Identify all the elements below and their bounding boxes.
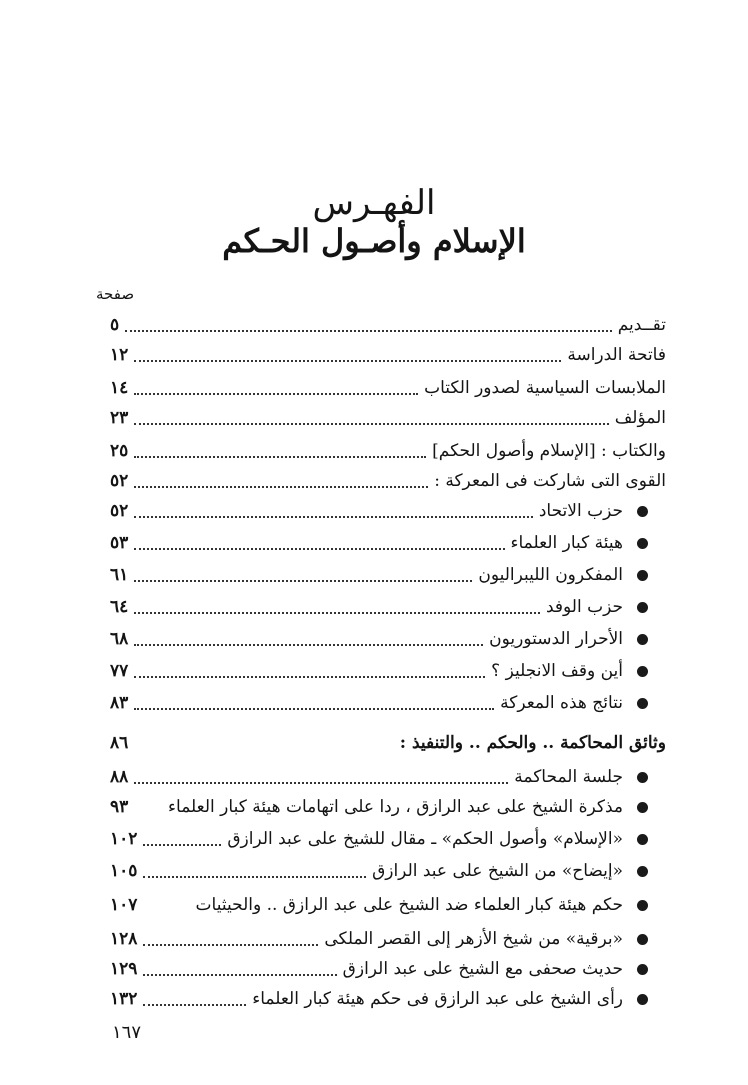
bullet-icon [637,538,648,549]
toc-section-heading [110,728,666,758]
toc-entry-label: حزب الاتحاد [538,501,623,521]
toc-entry-page: ٥ [110,315,120,335]
toc-entry-label: «الإسلام» وأصول الحكم» ـ مقال للشيخ على عبد الرازق [227,829,623,849]
toc-entry-label: رأى الشيخ على عبد الرازق فى حكم هيئة كبار العلماء [252,989,623,1009]
toc-entry-page: ٥٢ [110,501,129,521]
toc-entry-label: المؤلف [614,408,666,428]
toc-entry [110,466,666,496]
bullet-icon [637,666,648,677]
bullet-icon [637,772,648,783]
toc-subentry [110,528,648,558]
toc-entry-label: هيئة كبار العلماء [510,533,623,553]
bullet-icon [637,506,648,517]
toc-entry-page: ١٣٢ [110,989,138,1009]
toc-entry [110,436,666,466]
toc-entry [110,310,666,340]
toc-entry-page: ١٢٨ [110,929,138,949]
bullet-icon [637,570,648,581]
dot-leader [134,644,483,646]
toc-entry-page: ٦١ [110,565,129,585]
bullet-icon [637,900,648,911]
dot-leader [143,974,336,976]
toc-subentry [110,656,648,686]
toc-subentry [110,824,648,854]
toc-entry-label: أين وقف الانجليز ؟ [491,661,623,681]
bullet-icon [637,866,648,877]
bullet-icon [637,934,648,945]
toc-entry-page: ١٢ [110,345,129,365]
book-title: الإسلام وأصـول الحـكم [222,222,526,260]
toc-entry-page: ٩٣ [110,797,129,817]
dot-leader [134,516,533,518]
bullet-icon [637,834,648,845]
toc-entry-page: ١٤ [110,378,129,398]
toc-entry-page: ١٢٩ [110,959,138,979]
dot-leader [134,360,561,362]
toc-entry-page: ٢٥ [110,441,129,461]
toc-subentry [110,954,648,984]
page-number: ١٦٧ [112,1022,142,1043]
toc-subentry [110,856,648,886]
dot-leader [143,944,318,946]
toc-subentry [110,924,648,954]
toc-entry [110,403,666,433]
bullet-icon [637,802,648,813]
toc-entry-label: حزب الوفد [545,597,623,617]
toc-entry-label: «برقية» من شيخ الأزهر إلى القصر الملكى [324,929,623,949]
toc-subentry [110,592,648,622]
toc-entry-label: مذكرة الشيخ على عبد الرازق ، ردا على اتهامات هيئة كبار العلماء [168,797,623,817]
toc-subentry [110,688,648,718]
page-column-label: صفحة [96,285,135,303]
dot-leader [134,393,418,395]
toc-entry-page: ١٠٢ [110,829,138,849]
bullet-icon [637,602,648,613]
toc-entry-label: الملابسات السياسية لصدور الكتاب [424,378,666,398]
dot-leader [134,423,608,425]
toc-entry-label: «إيضاح» من الشيخ على عبد الرازق [372,861,623,881]
dot-leader [134,580,472,582]
toc-entry-label: المفكرون الليبراليون [478,565,623,585]
toc-entry-page: ٦٤ [110,597,129,617]
dot-leader [143,844,221,846]
toc-entry-label: جلسة المحاكمة [514,767,623,787]
toc-entry-label: والكتاب : [الإسلام وأصول الحكم] [432,441,666,461]
bullet-icon [637,634,648,645]
toc-subentry [110,496,648,526]
dot-leader [134,456,426,458]
dot-leader [134,708,494,710]
toc-entry-page: ٨٦ [110,733,129,753]
toc-entry [110,340,666,370]
dot-leader [143,876,366,878]
toc-entry-page: ٨٨ [110,767,129,787]
toc-subentry [110,984,648,1014]
toc-subentry [110,762,648,792]
toc-subentry [110,890,648,920]
dot-leader [134,676,485,678]
toc-entry-page: ٦٨ [110,629,129,649]
toc-entry-page: ١٠٥ [110,861,138,881]
toc-entry-page: ١٠٧ [110,895,138,915]
dot-leader [125,330,612,332]
bullet-icon [637,994,648,1005]
page-title: الفهـرس [312,183,436,223]
toc-entry-page: ٨٣ [110,693,129,713]
bullet-icon [637,698,648,709]
dot-leader [134,612,540,614]
toc-entry-page: ٥٣ [110,533,129,553]
toc-subentry [110,560,648,590]
toc-entry-label: الأحرار الدستوريون [489,629,623,649]
toc-entry-label: نتائج هذه المعركة [500,693,623,713]
toc-entry [110,373,666,403]
bullet-icon [637,964,648,975]
toc-entry-label: القوى التى شاركت فى المعركة : [434,471,666,491]
toc-subentry [110,792,648,822]
toc-entry-label: فاتحة الدراسة [567,345,666,365]
toc-entry-page: ٢٣ [110,408,129,428]
dot-leader [143,1004,246,1006]
toc-entry-label: وثائق المحاكمة .. والحكم .. والتنفيذ : [399,733,666,753]
toc-entry-label: حكم هيئة كبار العلماء ضد الشيخ على عبد الرازق .. والحيثيات [195,895,623,915]
toc-entry-page: ٧٧ [110,661,129,681]
dot-leader [134,486,428,488]
toc-subentry [110,624,648,654]
toc-entry-page: ٥٢ [110,471,129,491]
toc-entry-label: حديث صحفى مع الشيخ على عبد الرازق [342,959,623,979]
dot-leader [134,782,508,784]
dot-leader [134,548,504,550]
toc-entry-label: تقــديم [617,315,666,335]
